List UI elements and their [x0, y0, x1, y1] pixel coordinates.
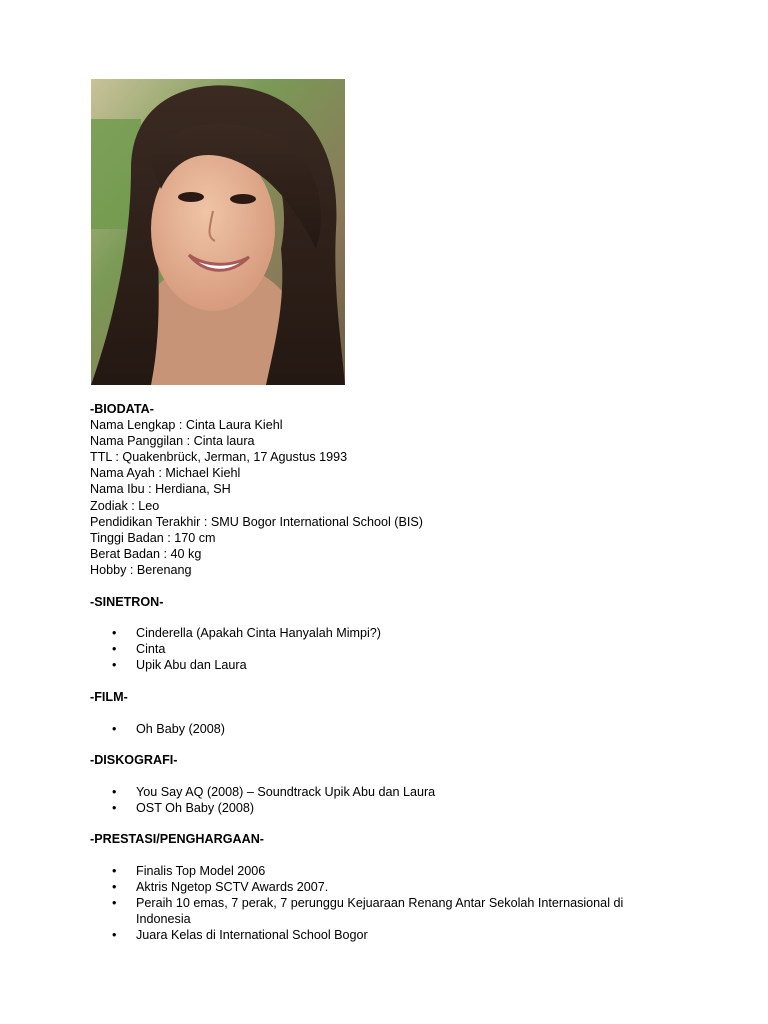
list-item: • Finalis Top Model 2006: [90, 863, 690, 879]
biodata-line: Tinggi Badan : 170 cm: [90, 530, 216, 545]
portrait-illustration: [91, 79, 345, 385]
sinetron-heading: -SINETRON-: [90, 594, 164, 609]
list-item: • You Say AQ (2008) – Soundtrack Upik Abu dan Laura: [90, 784, 690, 800]
section-gap: [90, 610, 690, 626]
list-item: • Juara Kelas di International School Bogor: [90, 927, 690, 943]
biodata-line: Nama Lengkap : Cinta Laura Kiehl: [90, 418, 283, 433]
section-gap: [90, 705, 690, 721]
list-item: • Aktris Ngetop SCTV Awards 2007.: [90, 879, 690, 895]
prestasi-heading: -PRESTASI/PENGHARGAAN-: [90, 832, 264, 847]
biodata-line: Nama Ayah : Michael Kiehl: [90, 466, 241, 481]
diskografi-heading: -DISKOGRAFI-: [90, 753, 178, 768]
section-gap: [90, 737, 690, 753]
biodata-document: [90, 401, 690, 943]
biodata-line: Berat Badan : 40 kg: [90, 546, 202, 561]
sinetron-list: [90, 625, 690, 673]
prestasi-list: [90, 863, 690, 943]
biodata-heading: -BIODATA-: [90, 402, 154, 416]
list-item: • Upik Abu dan Laura: [90, 657, 690, 673]
biodata-line: Pendidikan Terakhir : SMU Bogor International School (BIS): [90, 514, 423, 529]
film-heading: -FILM-: [90, 689, 128, 704]
list-item: • Cinta: [90, 641, 690, 657]
section-gap: [90, 768, 690, 784]
list-item: • OST Oh Baby (2008): [90, 800, 690, 816]
diskografi-list: [90, 784, 690, 816]
film-list: [90, 721, 690, 737]
biodata-line: Hobby : Berenang: [90, 562, 192, 577]
section-gap: [90, 847, 690, 863]
list-item: • Oh Baby (2008): [90, 721, 690, 737]
list-item: • Cinderella (Apakah Cinta Hanyalah Mimpi?): [90, 625, 690, 641]
biodata-line: Zodiak : Leo: [90, 498, 160, 513]
section-gap: [90, 578, 690, 594]
section-gap: [90, 673, 690, 689]
list-item: • Peraih 10 emas, 7 perak, 7 perunggu Kejuaraan Renang Antar Sekolah Internasional di Indonesia: [90, 895, 676, 927]
biodata-line: Nama Panggilan : Cinta laura: [90, 434, 255, 449]
section-gap: [90, 816, 690, 832]
biodata-line: Nama Ibu : Herdiana, SH: [90, 482, 231, 497]
portrait-photo: [91, 79, 345, 385]
biodata-line: TTL : Quakenbrück, Jerman, 17 Agustus 1993: [90, 450, 348, 465]
